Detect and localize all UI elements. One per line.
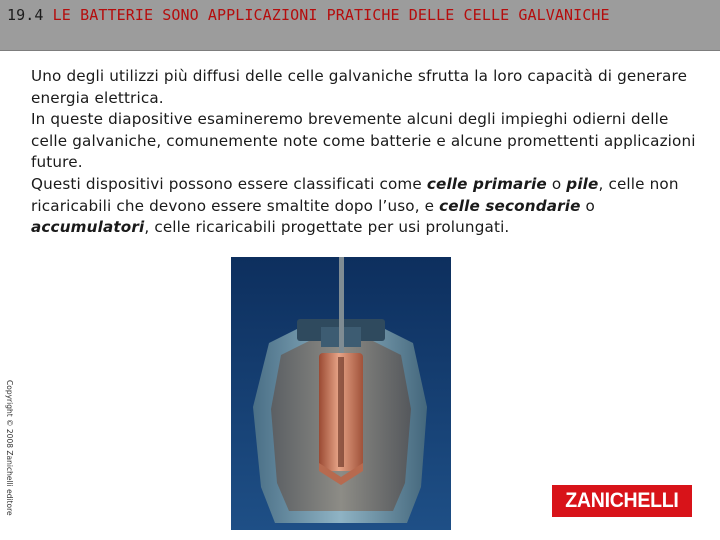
term-pile: pile	[566, 174, 599, 193]
copyright-text: Copyright © 2008 Zanichelli editore	[5, 380, 14, 516]
section-number: 19.4	[7, 6, 44, 24]
zanichelli-logo	[552, 485, 692, 517]
slide-title	[7, 6, 697, 25]
term-celle-primarie: celle primarie	[426, 174, 547, 193]
paragraph-3-text-d: o	[580, 196, 595, 215]
battery-cutaway-illustration	[231, 257, 451, 530]
term-celle-secondarie: celle secondarie	[439, 196, 581, 215]
paragraph-3-text-e: , celle ricaricabili progettate per usi prolungati.	[144, 218, 510, 237]
section-title: LE BATTERIE SONO APPLICAZIONI PRATICHE DELLE CELLE GALVANICHE	[52, 6, 610, 24]
paragraph-3-text-a: Questi dispositivi possono essere classificati come	[31, 174, 427, 193]
paragraph-3-text-c: , celle non ricaricabili che devono essere smaltite dopo l’uso, e	[31, 174, 679, 215]
logo-text: ZANICHELLI	[565, 489, 679, 512]
slide-body	[31, 66, 701, 239]
battery-photo	[231, 257, 451, 530]
title-bar	[0, 0, 720, 51]
paragraph-2: In queste diapositive esamineremo brevemente alcuni degli impieghi odierni delle celle galvaniche, comunemente note come batterie e alcune promettenti applicazioni future.	[31, 110, 696, 172]
paragraph-3-text-b: o	[546, 174, 567, 193]
paragraph-3	[31, 174, 701, 239]
paragraph-1: Uno degli utilizzi più diffusi delle celle galvaniche sfrutta la loro capacità di generare energia elettrica.	[31, 67, 688, 107]
term-accumulatori: accumulatori	[31, 218, 145, 237]
copyright-notice	[1, 380, 15, 520]
